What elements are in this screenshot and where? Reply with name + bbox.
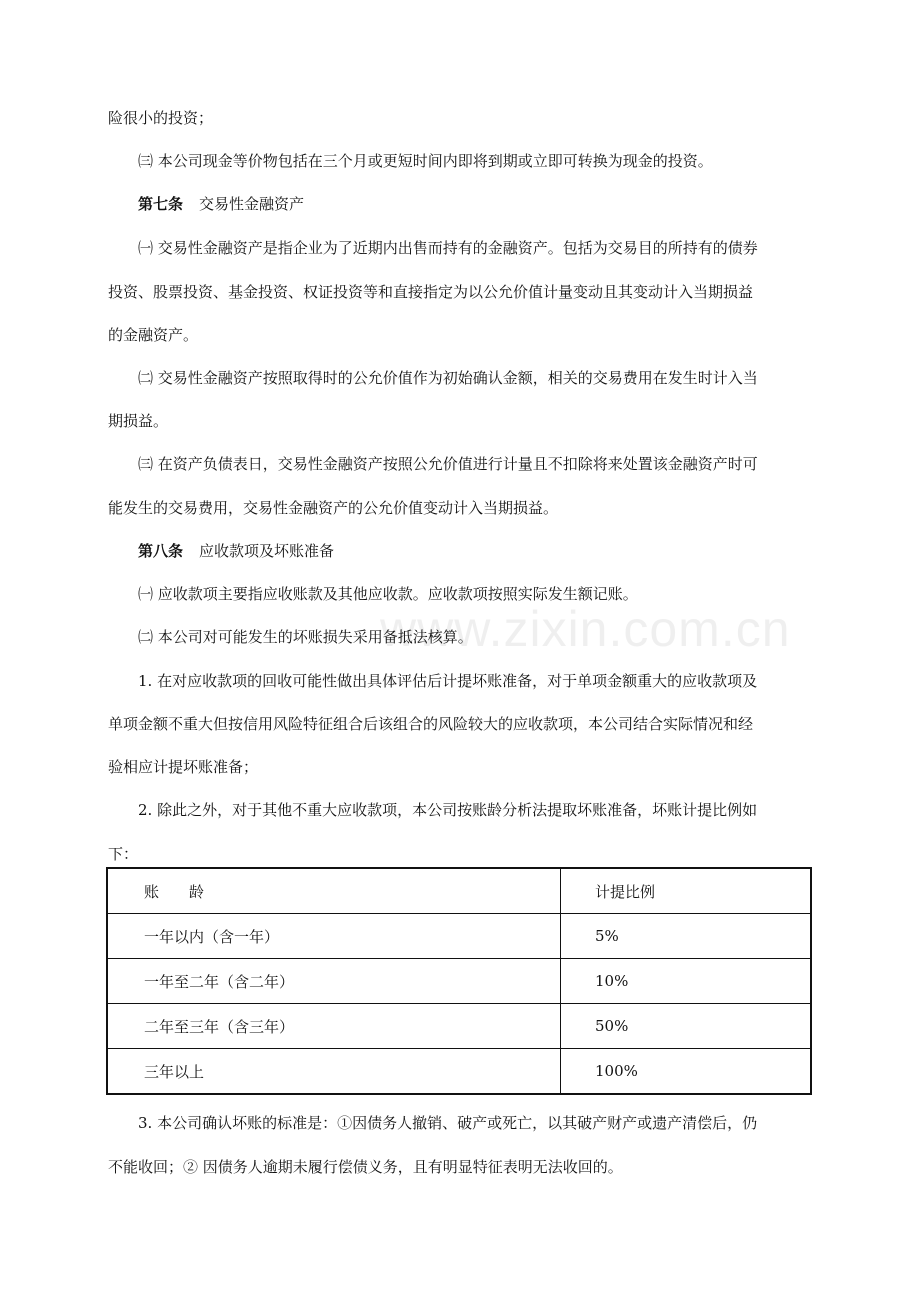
watermark: www.zixin.com.cn	[380, 601, 791, 657]
paragraph: 下：	[108, 845, 139, 863]
table-row	[107, 914, 811, 959]
paragraph: 验相应计提坏账准备；	[108, 758, 259, 776]
paragraph: ㈡ 本公司对可能发生的坏账损失采用备抵法核算。	[138, 628, 473, 646]
table-cell: 100%	[561, 1049, 812, 1095]
table-cell: 10%	[561, 959, 812, 1004]
paragraph: 1. 在对应收款项的回收可能性做出具体评估后计提坏账准备，对于单项金额重大的应收款项及	[138, 672, 758, 690]
paragraph: 投资、股票投资、基金投资、权证投资等和直接指定为以公允价值计量变动且其变动计入当期损益	[108, 283, 754, 301]
table-row	[107, 1004, 811, 1049]
paragraph: 单项金额不重大但按信用风险特征组合后该组合的风险较大的应收款项，本公司结合实际情况和经	[108, 715, 754, 733]
paragraph: 能发生的交易费用，交易性金融资产的公允价值变动计入当期损益。	[108, 499, 559, 517]
table-cell: 一年以内（含一年）	[107, 914, 561, 959]
article-8-heading	[138, 541, 334, 561]
bad-debt-ratio-table	[106, 867, 812, 1095]
article-label: 第八条	[138, 542, 184, 560]
table-row	[107, 959, 811, 1004]
paragraph: 不能收回；② 因债务人逾期未履行偿债义务，且有明显特征表明无法收回的。	[108, 1158, 623, 1176]
paragraph: ㈠ 应收款项主要指应收账款及其他应收款。应收款项按照实际发生额记账。	[138, 585, 638, 603]
table-header-row	[107, 868, 811, 914]
table-cell: 二年至三年（含三年）	[107, 1004, 561, 1049]
article-7-heading	[138, 194, 304, 214]
article-title: 应收款项及坏账准备	[199, 542, 335, 560]
table-header-cell: 账 龄	[107, 868, 561, 914]
table-cell: 三年以上	[107, 1049, 561, 1095]
paragraph: 的金融资产。	[108, 326, 199, 344]
paragraph: 3. 本公司确认坏账的标准是：①因债务人撤销、破产或死亡，以其破产财产或遗产清偿后，仍	[138, 1114, 758, 1132]
paragraph: 险很小的投资；	[108, 109, 214, 127]
paragraph: ㈢ 在资产负债表日，交易性金融资产按照公允价值进行计量且不扣除将来处置该金融资产时可	[138, 455, 758, 473]
table-cell: 一年至二年（含二年）	[107, 959, 561, 1004]
table-header-cell: 计提比例	[561, 868, 812, 914]
table-cell: 5%	[561, 914, 812, 959]
article-title: 交易性金融资产	[199, 195, 305, 213]
table-cell: 50%	[561, 1004, 812, 1049]
article-label: 第七条	[138, 195, 184, 213]
paragraph: ㈡ 交易性金融资产按照取得时的公允价值作为初始确认金额，相关的交易费用在发生时计入当	[138, 369, 758, 387]
paragraph: 2. 除此之外，对于其他不重大应收款项，本公司按账龄分析法提取坏账准备，坏账计提比例如	[138, 801, 758, 819]
paragraph: 期损益。	[108, 412, 169, 430]
table-row	[107, 1049, 811, 1095]
paragraph: ㈠ 交易性金融资产是指企业为了近期内出售而持有的金融资产。包括为交易目的所持有的债券	[138, 239, 758, 257]
paragraph: ㈢ 本公司现金等价物包括在三个月或更短时间内即将到期或立即可转换为现金的投资。	[138, 152, 713, 170]
